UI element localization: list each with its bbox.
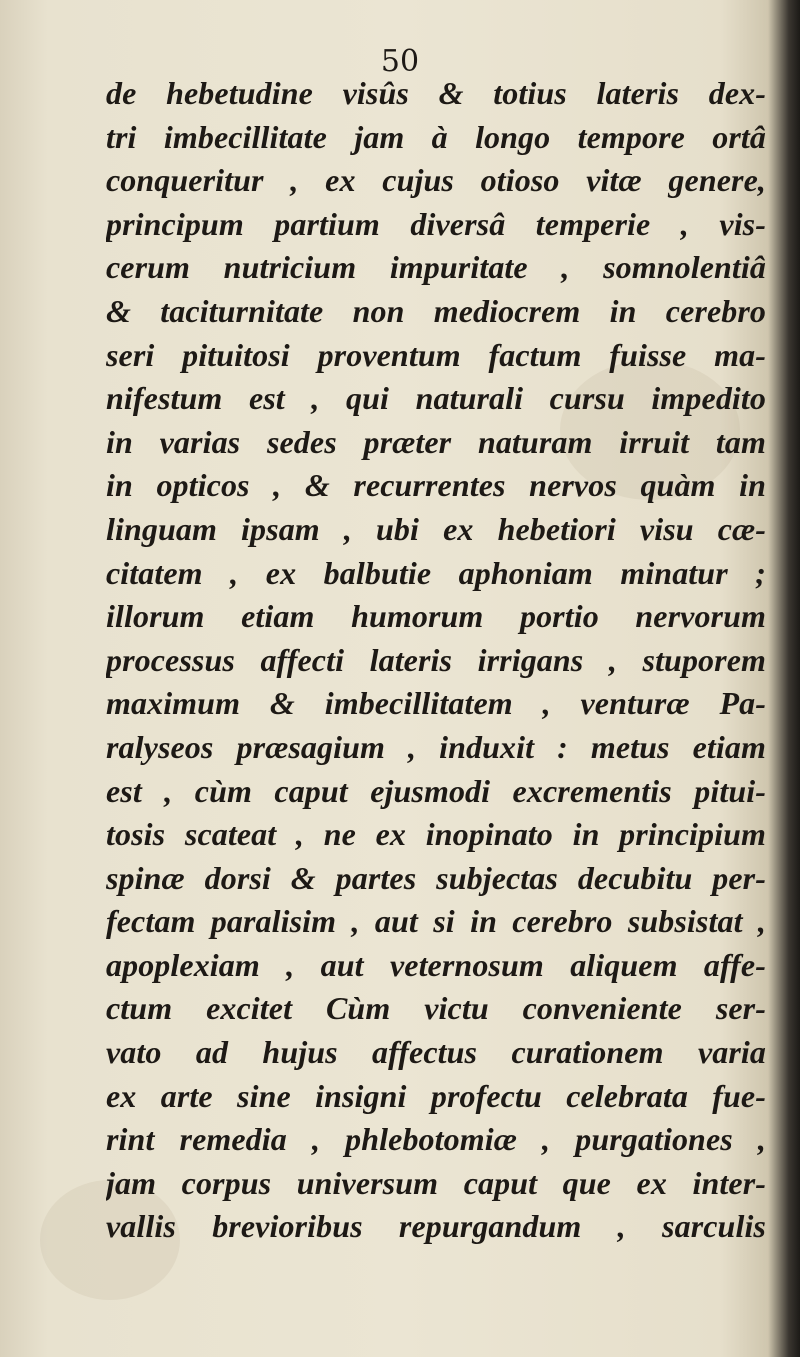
text-line: maximum & imbecillitatem , venturæ Pa- — [106, 685, 766, 722]
text-line: spinæ dorsi & partes subjectas decubitu per- — [106, 859, 766, 896]
text-line: citatem , ex balbutie aphoniam minatur ; — [106, 554, 766, 591]
text-line: tosis scateat , ne ex inopinato in principium — [106, 816, 766, 853]
text-line: ex arte sine insigni profectu celebrata fue- — [106, 1077, 766, 1114]
text-line: seri pituitosi proventum factum fuisse ma- — [106, 336, 766, 373]
text-line: vallis brevioribus repurgandum , sarculis — [106, 1208, 766, 1245]
text-line: vato ad hujus affectus curationem varia — [106, 1034, 766, 1071]
text-line: processus affecti lateris irrigans , stuporem — [106, 641, 766, 678]
text-line: rint remedia , phlebotomiæ , purgationes , — [106, 1121, 766, 1158]
text-line: in varias sedes præter naturam irruit tam — [106, 423, 766, 460]
text-line: conqueritur , ex cujus otioso vitæ genere, — [106, 162, 766, 199]
text-line: de hebetudine visûs & totius lateris dex- — [106, 75, 766, 111]
text-line: illorum etiam humorum portio nervorum — [106, 598, 766, 635]
text-line: apoplexiam , aut veternosum aliquem affe- — [106, 946, 766, 983]
text-line: tri imbecillitate jam à longo tempore ortâ — [106, 118, 766, 155]
text-line: jam corpus universum caput que ex inter- — [106, 1164, 766, 1201]
text-line: fectam paralisim , aut si in cerebro subsistat , — [106, 903, 766, 940]
text-line: ctum excitet Cùm victu conveniente ser- — [106, 990, 766, 1027]
text-line: est , cùm caput ejusmodi excrementis pitui- — [106, 772, 766, 809]
text-line: nifestum est , qui naturali cursu impedito — [106, 380, 766, 417]
text-line: linguam ipsam , ubi ex hebetiori visu cæ- — [106, 510, 766, 547]
text-line: principum partium diversâ temperie , vis- — [106, 205, 766, 242]
text-line: & taciturnitate non mediocrem in cerebro — [106, 292, 766, 329]
text-line: ralyseos præsagium , induxit : metus etiam — [106, 728, 766, 765]
text-line: in opticos , & recurrentes nervos quàm in — [106, 467, 766, 504]
page-number: 50 — [380, 44, 420, 79]
body-text — [106, 72, 766, 1249]
text-line: cerum nutricium impuritate , somnolentiâ — [106, 249, 766, 286]
